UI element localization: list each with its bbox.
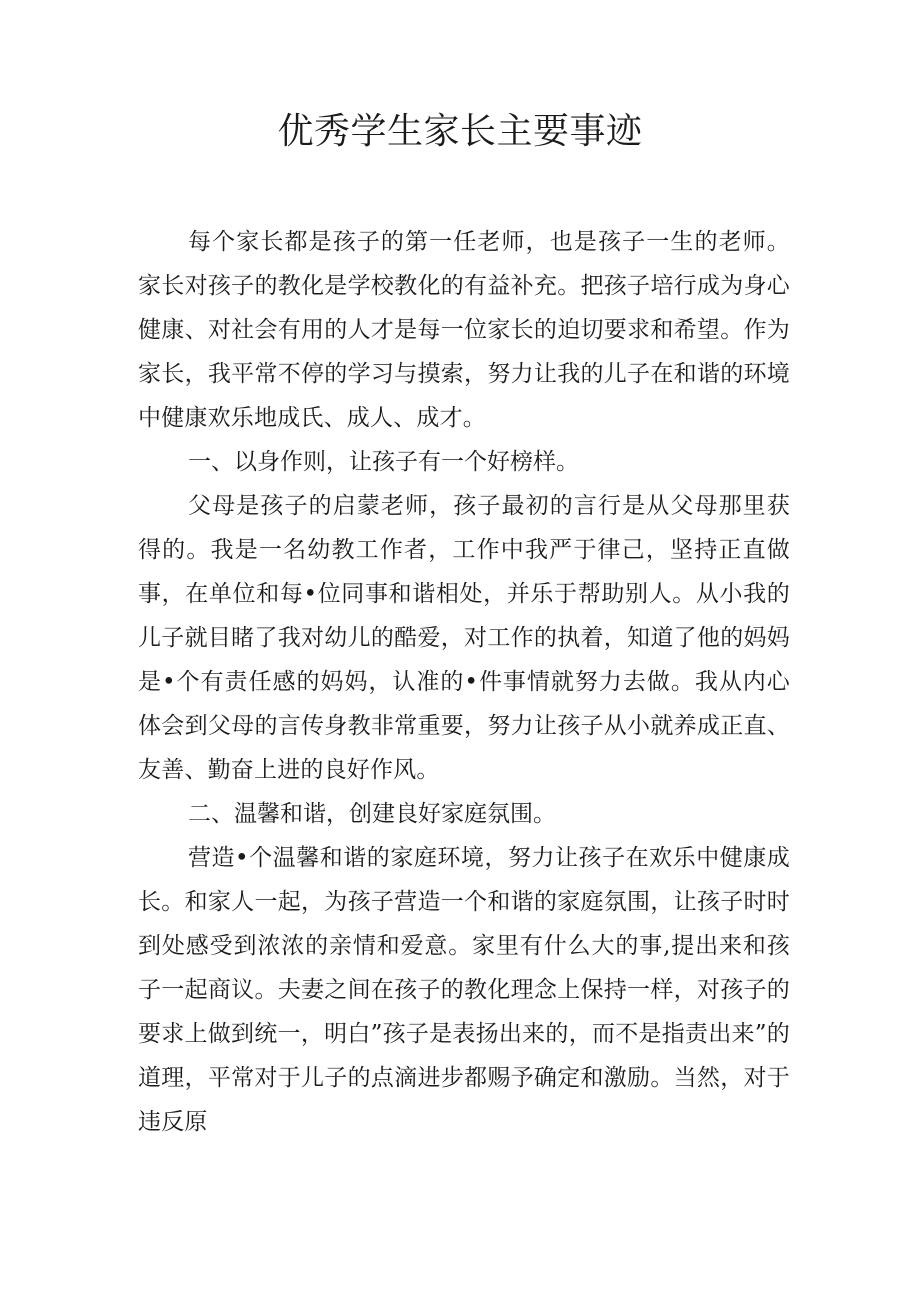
paragraph-intro: 每个家长都是孩子的第一任老师，也是孩子一生的老师。家长对孩子的教化是学校教化的有益补充。把孩子培行成为身心健康、对社会有用的人才是每一位家长的迫切要求和希望。作为家长，我平常不停的学习与摸索，努力让我的儿子在和谐的环境中健康欢乐地成氏、成人、成才。 [138,229,790,431]
document-title: 优秀学生家长主要事迹 [277,111,643,152]
paragraph-section-2: 营造•个温馨和谐的家庭环境，努力让孩子在欢乐中健康成长。和家人一起，为孩子营造一个和谐的家庭氛围，让孩子时时到处感受到浓浓的亲情和爱意。家里有什么大的事,提出来和孩子一起商议。夫妻之间在孩子的教化理念上保持一样，对孩子的要求上做到统一，明白”孩子是表扬出来的，而不是指责出来”的道理，平常对于儿子的点滴进步都赐予确定和激励。当然，对于违反原 [138,845,790,1135]
section-heading-1: 一、以身作则，让孩子有一个好榜样。 [188,449,579,475]
section-heading-2: 二、温馨和谐，创建良好家庭氛围。 [188,801,556,827]
paragraph-section-1: 父母是孩子的启蒙老师，孩子最初的言行是从父母那里获得的。我是一名幼教工作者，工作中我严于律己，坚持正直做事，在单位和每•位同事和谐相处，并乐于帮助别人。从小我的儿子就目睹了我对幼儿的酷爱，对工作的执着，知道了他的妈妈是•个有责任感的妈妈，认准的•件事情就努力去做。我从内心体会到父母的言传身教非常重要，努力让孩子从小就养成正直、友善、勤奋上进的良好作风。 [138,493,790,783]
document-body [138,220,790,1144]
